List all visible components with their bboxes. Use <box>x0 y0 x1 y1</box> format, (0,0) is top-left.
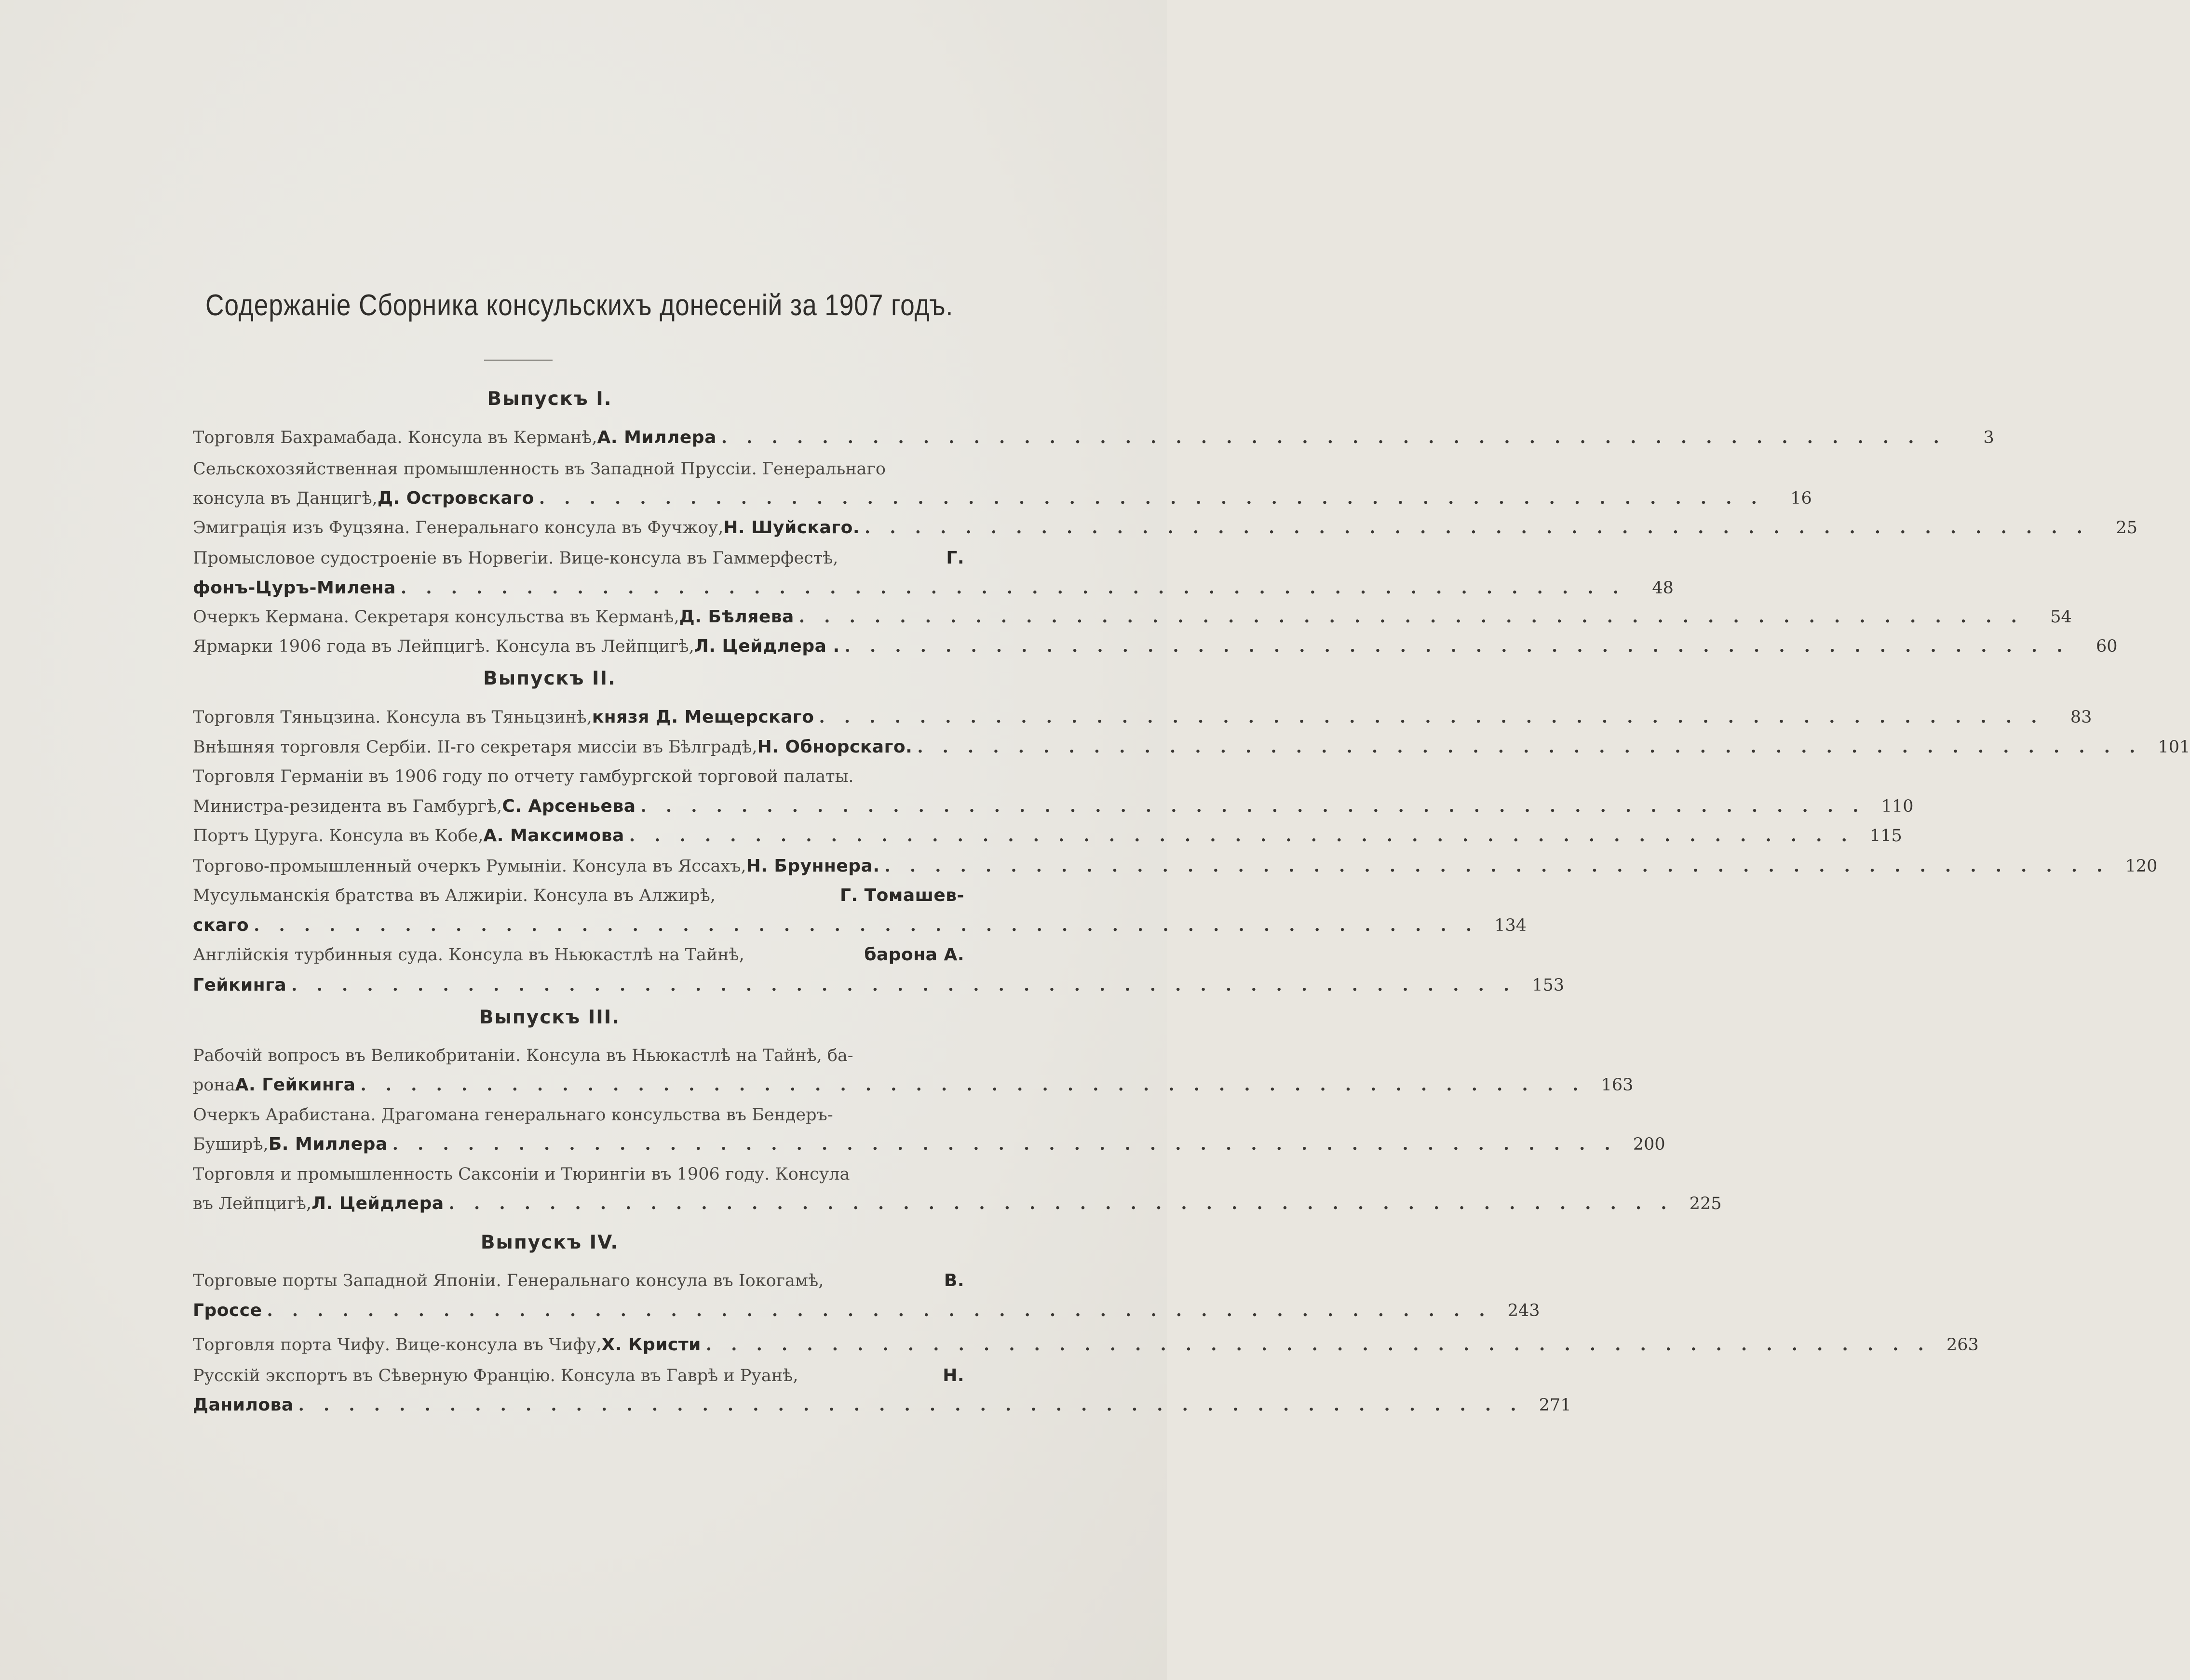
entry-author: Н. <box>943 1366 964 1385</box>
toc-entry-line <box>193 1189 1722 1218</box>
dot-leader: . . . . . . . . . . . . . . . . . . . . . . . . . . . . . . . . . . . . . . . . . . . . . . . . . <box>640 796 1866 816</box>
entry-title: Очеркъ Арабистана. Драгомана генеральнаго консульства въ Бендеръ- <box>193 1105 833 1125</box>
page-number: 271 <box>1539 1396 1571 1415</box>
dot-leader: . . . . . . . . . . . . . . . . . . . . . . . . . . . . . . . . . . . . . . . . . . . . . . . . . <box>721 428 1946 447</box>
entry-author: Н. Бруннера. <box>746 856 880 876</box>
entry-author: С. Арсеньева <box>502 796 636 816</box>
entry-author: скаго <box>193 915 249 935</box>
page-number: 263 <box>1947 1335 1979 1355</box>
entry-title: Рабочій вопросъ въ Великобританіи. Консула въ Ньюкастлѣ на Тайнѣ, ба- <box>193 1046 853 1065</box>
entry-author: фонъ-Цуръ-Милена <box>193 578 396 598</box>
entry-author: Г. Томашев- <box>839 886 964 905</box>
toc-entry-line <box>193 703 2092 732</box>
dot-leader: . . . . . . . . . . . . . . . . . . . . . . . . . . . . . . . . . . . . . . . . . . . . . . . . . <box>844 636 2069 656</box>
entry-title: Мусульманскія братства въ Алжиріи. Консула въ Алжирѣ, <box>193 886 716 905</box>
entry-title: Торговля порта Чифу. Вице-консула въ Чифу, <box>193 1335 602 1355</box>
entry-title: консула въ Данцигѣ, <box>193 489 378 508</box>
title-divider <box>484 360 553 361</box>
toc-entry-line <box>193 1071 1634 1100</box>
entry-title: Сельскохозяйственная промышленность въ Западной Пруссіи. Генеральнаго <box>193 459 886 479</box>
dot-leader: . . . . . . . . . . . . . . . . . . . . . . . . . . . . . . . . . . . . . . . . . . . . . . . . . <box>400 578 1625 598</box>
entry-author: Д. Островскаго <box>377 488 534 508</box>
entry-title: въ Лейпцигѣ, <box>193 1194 312 1213</box>
entry-title: Торговля и промышленность Саксоніи и Тюрингіи въ 1906 году. Консула <box>193 1165 850 1184</box>
toc-entry-line <box>193 941 964 969</box>
toc-entry-line <box>193 455 964 484</box>
toc-entry-line <box>193 733 2190 762</box>
entry-title: Англійскія турбинныя суда. Консула въ Ньюкастлѣ на Тайнѣ, <box>193 945 744 965</box>
toc-entry-line <box>193 484 1812 513</box>
page-number: 153 <box>1532 976 1565 995</box>
entry-author: Л. Цейдлера <box>311 1194 444 1213</box>
toc-entry-line <box>193 1296 1540 1325</box>
page-number: 134 <box>1494 916 1527 935</box>
page-number: 243 <box>1507 1301 1540 1320</box>
page-title: Содержаніе Сборника консульскихъ донесеній за 1907 годъ. <box>205 289 954 322</box>
dot-leader: . . . . . . . . . . . . . . . . . . . . . . . . . . . . . . . . . . . . . . . . . . . . . . . . . <box>798 607 2024 627</box>
entry-author: Гроссе <box>193 1301 262 1320</box>
page-number: 54 <box>2050 607 2072 627</box>
dot-leader: . . . . . . . . . . . . . . . . . . . . . . . . . . . . . . . . . . . . . . . . . . . . . . . . . <box>884 856 2109 876</box>
entry-author: Б. Миллера <box>268 1134 388 1154</box>
entry-title: Русскій экспортъ въ Сѣверную Францію. Консула въ Гаврѣ и Руанѣ, <box>193 1366 798 1385</box>
entry-author: Г. <box>946 548 964 568</box>
toc-entry-line <box>193 632 2118 661</box>
toc-entry-line <box>193 423 1994 452</box>
entry-author: Х. Кристи <box>601 1335 701 1355</box>
toc-entry-line <box>193 1101 964 1129</box>
page-number: 163 <box>1601 1075 1634 1095</box>
page-number: 101 <box>2158 738 2190 757</box>
entry-author: А. Миллера <box>597 428 716 447</box>
dot-leader: . . . . . . . . . . . . . . . . . . . . . . . . . . . . . . . . . . . . . . . . . . . . . . . . . <box>865 518 2089 538</box>
page-number: 48 <box>1652 578 1674 598</box>
dot-leader: . . . . . . . . . . . . . . . . . . . . . . . . . . . . . . . . . . . . . . . . . . . . . . . . . <box>392 1134 1617 1154</box>
page-number: 225 <box>1689 1194 1722 1213</box>
dot-leader: . . . . . . . . . . . . . . . . . . . . . . . . . . . . . . . . . . . . . . . . . . . . . . . . . <box>917 737 2142 757</box>
entry-title: Торговые порты Западной Японіи. Генеральнаго консула въ Іокогамѣ, <box>193 1271 824 1290</box>
issue-heading: Выпускъ IV. <box>480 1232 619 1253</box>
entry-title: Эмиграція изъ Фуцзяна. Генеральнаго консула въ Фучжоу, <box>193 518 724 538</box>
toc-entry-line <box>193 1361 964 1390</box>
toc-entry-line <box>193 1130 1665 1159</box>
dot-leader: . . . . . . . . . . . . . . . . . . . . . . . . . . . . . . . . . . . . . . . . . . . . . . . . . <box>705 1335 1931 1355</box>
entry-author: Д. Бѣляева <box>679 607 794 627</box>
entry-author: Н. Шуйскаго. <box>723 518 860 538</box>
entry-author: Гейкинга <box>193 975 287 995</box>
page-number: 120 <box>2125 857 2158 876</box>
toc-entry-line <box>193 1331 1979 1359</box>
entry-title: рона <box>193 1075 235 1095</box>
page-number: 60 <box>2096 637 2118 656</box>
toc-entry-line <box>193 792 1914 821</box>
entry-title: Буширѣ, <box>193 1135 269 1154</box>
entry-author: В. <box>944 1271 964 1290</box>
toc-entry-line <box>193 1266 964 1295</box>
page-number: 83 <box>2070 708 2092 727</box>
dot-leader: . . . . . . . . . . . . . . . . . . . . . . . . . . . . . . . . . . . . . . . . . . . . . . . . . <box>254 915 1479 935</box>
page-number: 16 <box>1790 489 1812 508</box>
entry-title: Промысловое судостроеніе въ Норвегіи. Вице-консула въ Гаммерфестѣ, <box>193 549 838 568</box>
entry-title: Внѣшняя торговля Сербіи. II-го секретаря миссіи въ Бѣлградѣ, <box>193 738 757 757</box>
toc-entry-line <box>193 544 964 573</box>
dot-leader: . . . . . . . . . . . . . . . . . . . . . . . . . . . . . . . . . . . . . . . . . . . . . . . . . <box>539 488 1764 508</box>
dot-leader: . . . . . . . . . . . . . . . . . . . . . . . . . . . . . . . . . . . . . . . . . . . . . . . . . <box>819 707 2044 727</box>
toc-entry-line <box>193 1160 964 1189</box>
toc-entry-line <box>193 603 2072 632</box>
entry-title: Министра-резидента въ Гамбургѣ, <box>193 797 502 816</box>
issue-heading: Выпускъ I. <box>487 388 612 410</box>
toc-entry-line <box>193 821 1902 850</box>
page-number: 25 <box>2116 518 2137 538</box>
dot-leader: . . . . . . . . . . . . . . . . . . . . . . . . . . . . . . . . . . . . . . . . . . . . . . . . . <box>360 1075 1585 1095</box>
toc-entry-line <box>193 1041 964 1070</box>
issue-heading: Выпускъ III. <box>479 1007 621 1028</box>
page-number: 3 <box>1983 428 1994 447</box>
entry-author: А. Максимова <box>483 826 624 846</box>
toc-entry-line <box>193 911 1527 940</box>
dot-leader: . . . . . . . . . . . . . . . . . . . . . . . . . . . . . . . . . . . . . . . . . . . . . . . . . <box>267 1301 1492 1320</box>
entry-author: барона А. <box>864 945 964 965</box>
toc-entry-line <box>193 513 2137 542</box>
page-number: 115 <box>1869 826 1902 846</box>
dot-leader: . . . . . . . . . . . . . . . . . . . . . . . . . . . . . . . . . . . . . . . . . . . . . . . . . <box>298 1395 1523 1415</box>
entry-title: Торговля Бахрамабада. Консула въ Керманѣ, <box>193 428 597 447</box>
entry-title: Торгово-промышленный очеркъ Румыніи. Консула въ Яссахъ, <box>193 857 746 876</box>
entry-author: А. Гейкинга <box>235 1075 356 1095</box>
toc-entry-line <box>193 971 1565 1000</box>
entry-author: Н. Обнорскаго. <box>757 737 913 757</box>
entry-title: Ярмарки 1906 года въ Лейпцигѣ. Консула въ Лейпцигѣ, <box>193 637 694 656</box>
entry-title: Торговля Тяньцзина. Консула въ Тяньцзинѣ, <box>193 708 592 727</box>
entry-author: Данилова <box>193 1395 294 1415</box>
toc-entry-line <box>193 574 1674 603</box>
dot-leader: . . . . . . . . . . . . . . . . . . . . . . . . . . . . . . . . . . . . . . . . . . . . . . . . . <box>629 826 1854 846</box>
dot-leader: . . . . . . . . . . . . . . . . . . . . . . . . . . . . . . . . . . . . . . . . . . . . . . . . . <box>291 975 1516 995</box>
entry-title: Очеркъ Кермана. Секретаря консульства въ Керманѣ, <box>193 607 679 627</box>
toc-entry-line <box>193 762 964 791</box>
entry-author: князя Д. Мещерскаго <box>592 707 814 727</box>
dot-leader: . . . . . . . . . . . . . . . . . . . . . . . . . . . . . . . . . . . . . . . . . . . . . . . . . <box>448 1194 1674 1213</box>
page-number: 200 <box>1633 1135 1665 1154</box>
page-number: 110 <box>1881 797 1914 816</box>
entry-title: Торговля Германіи въ 1906 году по отчету гамбургской торговой палаты. <box>193 767 854 786</box>
issue-heading: Выпускъ II. <box>483 668 616 689</box>
toc-entry-line <box>193 852 2158 881</box>
toc-entry-line <box>193 1391 1571 1420</box>
entry-author: Л. Цейдлера . <box>694 636 840 656</box>
toc-entry-line <box>193 881 964 910</box>
entry-title: Портъ Цуруга. Консула въ Кобе, <box>193 826 484 846</box>
